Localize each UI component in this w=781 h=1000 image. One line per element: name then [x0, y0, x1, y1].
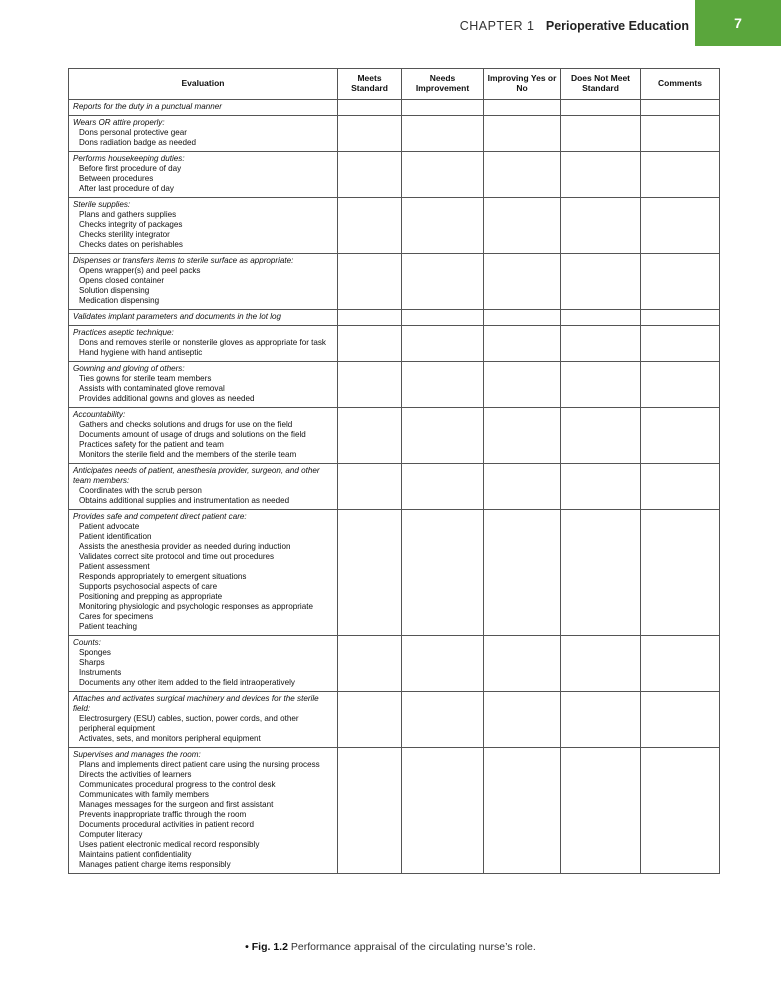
criterion-category: Validates implant parameters and documents in the lot log: [73, 312, 282, 321]
criterion-item: Opens closed container: [79, 276, 165, 285]
improving-cell[interactable]: [484, 326, 561, 362]
comments-cell[interactable]: [641, 254, 720, 310]
needs-improvement-cell[interactable]: [402, 310, 484, 326]
comments-cell[interactable]: [641, 510, 720, 636]
criterion-item: Documents amount of usage of drugs and solutions on the field: [79, 430, 306, 439]
comments-cell[interactable]: [641, 310, 720, 326]
does-not-meet-standard-cell[interactable]: [561, 152, 641, 198]
comments-cell[interactable]: [641, 636, 720, 692]
column-header-evaluation: Evaluation: [69, 69, 338, 100]
comments-cell[interactable]: [641, 116, 720, 152]
criterion-category: Accountability:: [73, 410, 126, 419]
column-header-improving: Improving Yes or No: [484, 69, 561, 100]
criterion-category: Counts:: [73, 638, 101, 647]
comments-cell[interactable]: [641, 100, 720, 116]
criterion-item: Sponges: [79, 648, 111, 657]
improving-cell[interactable]: [484, 408, 561, 464]
criterion-cell: [69, 254, 338, 310]
column-header-comments: Comments: [641, 69, 720, 100]
criterion-item: Assists with contaminated glove removal: [79, 384, 225, 393]
criterion-item: Validates correct site protocol and time out procedures: [79, 552, 275, 561]
improving-cell[interactable]: [484, 116, 561, 152]
needs-improvement-cell[interactable]: [402, 748, 484, 874]
criterion-category: Wears OR attire properly:: [73, 118, 165, 127]
criterion-item: Documents procedural activities in patient record: [79, 820, 254, 829]
criterion-item: Responds appropriately to emergent situations: [79, 572, 247, 581]
improving-cell[interactable]: [484, 510, 561, 636]
improving-cell[interactable]: [484, 636, 561, 692]
criterion-item: Checks dates on perishables: [79, 240, 183, 249]
does-not-meet-standard-cell[interactable]: [561, 408, 641, 464]
table-row: [69, 198, 720, 254]
criterion-item: Coordinates with the scrub person: [79, 486, 202, 495]
criterion-item: Hand hygiene with hand antiseptic: [79, 348, 203, 357]
criterion-item: Manages messages for the surgeon and first assistant: [79, 800, 274, 809]
criterion-item: Instruments: [79, 668, 122, 677]
needs-improvement-cell[interactable]: [402, 116, 484, 152]
needs-improvement-cell[interactable]: [402, 198, 484, 254]
criterion-item: Sharps: [79, 658, 105, 667]
criterion-item: Patient identification: [79, 532, 152, 541]
criterion-item: Positioning and prepping as appropriate: [79, 592, 223, 601]
comments-cell[interactable]: [641, 692, 720, 748]
comments-cell[interactable]: [641, 152, 720, 198]
criterion-item: Communicates procedural progress to the control desk: [79, 780, 276, 789]
criterion-item: Checks sterility integrator: [79, 230, 170, 239]
criterion-item: Prevents inappropriate traffic through the room: [79, 810, 247, 819]
criterion-item: Plans and gathers supplies: [79, 210, 177, 219]
criterion-item: Patient advocate: [79, 522, 140, 531]
figure-caption-text: Performance appraisal of the circulating nurse’s role.: [290, 941, 536, 953]
does-not-meet-standard-cell[interactable]: [561, 636, 641, 692]
criterion-item: Manages patient charge items responsibly: [79, 860, 231, 869]
table-row: [69, 408, 720, 464]
comments-cell[interactable]: [641, 198, 720, 254]
improving-cell[interactable]: [484, 310, 561, 326]
comments-cell[interactable]: [641, 326, 720, 362]
meets-standard-cell[interactable]: [338, 100, 402, 116]
meets-standard-cell[interactable]: [338, 116, 402, 152]
improving-cell[interactable]: [484, 100, 561, 116]
criterion-item: Patient assessment: [79, 562, 150, 571]
criterion-cell: [69, 326, 338, 362]
chapter-title: Perioperative Education: [545, 19, 689, 33]
running-head: [460, 19, 689, 33]
needs-improvement-cell[interactable]: [402, 408, 484, 464]
criterion-item: Dons radiation badge as needed: [79, 138, 196, 147]
criterion-item: Cares for specimens: [79, 612, 154, 621]
criterion-cell: [69, 100, 338, 116]
criterion-cell: [69, 362, 338, 408]
criterion-cell: [69, 408, 338, 464]
table-row: [69, 748, 720, 874]
table-row: [69, 636, 720, 692]
criterion-item: Monitors the sterile field and the members of the sterile team: [79, 450, 297, 459]
does-not-meet-standard-cell[interactable]: [561, 362, 641, 408]
comments-cell[interactable]: [641, 748, 720, 874]
criterion-item: Dons personal protective gear: [79, 128, 187, 137]
page-number: 7: [695, 0, 781, 46]
criterion-cell: [69, 152, 338, 198]
comments-cell[interactable]: [641, 408, 720, 464]
comments-cell[interactable]: [641, 362, 720, 408]
improving-cell[interactable]: [484, 692, 561, 748]
table-row: [69, 254, 720, 310]
does-not-meet-standard-cell[interactable]: [561, 748, 641, 874]
column-header-needs-improvement: Needs Improvement: [402, 69, 484, 100]
criterion-item: Dons and removes sterile or nonsterile gloves as appropriate for task: [79, 338, 326, 347]
criterion-item: Patient teaching: [79, 622, 138, 631]
criterion-category: Sterile supplies:: [73, 200, 131, 209]
does-not-meet-standard-cell[interactable]: [561, 254, 641, 310]
criterion-item: Between procedures: [79, 174, 154, 183]
meets-standard-cell[interactable]: [338, 464, 402, 510]
criterion-item: Plans and implements direct patient care using the nursing process: [79, 760, 320, 769]
improving-cell[interactable]: [484, 748, 561, 874]
table-row: [69, 152, 720, 198]
criterion-cell: [69, 692, 338, 748]
table-row: [69, 116, 720, 152]
improving-cell[interactable]: [484, 362, 561, 408]
needs-improvement-cell[interactable]: [402, 362, 484, 408]
criterion-item: Electrosurgery (ESU) cables, suction, power cords, and other peripheral equipment: [79, 714, 299, 733]
criterion-item: Activates, sets, and monitors peripheral equipment: [79, 734, 261, 743]
criterion-item: Obtains additional supplies and instrumentation as needed: [79, 496, 290, 505]
comments-cell[interactable]: [641, 464, 720, 510]
meets-standard-cell[interactable]: [338, 198, 402, 254]
does-not-meet-standard-cell[interactable]: [561, 100, 641, 116]
column-header-does-not-meet-standard: Does Not Meet Standard: [561, 69, 641, 100]
does-not-meet-standard-cell[interactable]: [561, 464, 641, 510]
criterion-item: Gathers and checks solutions and drugs for use on the field: [79, 420, 293, 429]
needs-improvement-cell[interactable]: [402, 326, 484, 362]
evaluation-table-body: [69, 100, 720, 874]
criterion-cell: [69, 310, 338, 326]
does-not-meet-standard-cell[interactable]: [561, 198, 641, 254]
does-not-meet-standard-cell[interactable]: [561, 326, 641, 362]
criterion-item: Solution dispensing: [79, 286, 150, 295]
criterion-item: Before first procedure of day: [79, 164, 182, 173]
table-row: [69, 100, 720, 116]
meets-standard-cell[interactable]: [338, 692, 402, 748]
criterion-category: Performs housekeeping duties:: [73, 154, 185, 163]
column-header-meets-standard: Meets Standard: [338, 69, 402, 100]
table-row: [69, 310, 720, 326]
improving-cell[interactable]: [484, 464, 561, 510]
improving-cell[interactable]: [484, 152, 561, 198]
criterion-category: Provides safe and competent direct patient care:: [73, 512, 247, 521]
criterion-item: Checks integrity of packages: [79, 220, 183, 229]
needs-improvement-cell[interactable]: [402, 636, 484, 692]
meets-standard-cell[interactable]: [338, 636, 402, 692]
criterion-item: Assists the anesthesia provider as needed during induction: [79, 542, 291, 551]
evaluation-table: [68, 68, 720, 874]
criterion-item: Opens wrapper(s) and peel packs: [79, 266, 201, 275]
chapter-label: CHAPTER 1: [459, 19, 535, 33]
criterion-item: Computer literacy: [79, 830, 143, 839]
meets-standard-cell[interactable]: [338, 408, 402, 464]
does-not-meet-standard-cell[interactable]: [561, 116, 641, 152]
does-not-meet-standard-cell[interactable]: [561, 510, 641, 636]
needs-improvement-cell[interactable]: [402, 464, 484, 510]
needs-improvement-cell[interactable]: [402, 510, 484, 636]
criterion-item: Practices safety for the patient and team: [79, 440, 224, 449]
table-row: [69, 464, 720, 510]
criterion-item: Medication dispensing: [79, 296, 160, 305]
criterion-category: Reports for the duty in a punctual manner: [73, 102, 222, 111]
figure-label: • Fig. 1.2: [245, 941, 288, 953]
figure-caption: [0, 941, 781, 953]
meets-standard-cell[interactable]: [338, 748, 402, 874]
criterion-item: Ties gowns for sterile team members: [79, 374, 212, 383]
meets-standard-cell[interactable]: [338, 310, 402, 326]
table-row: [69, 510, 720, 636]
criterion-item: Documents any other item added to the field intraoperatively: [79, 678, 295, 687]
criterion-cell: [69, 748, 338, 874]
table-row: [69, 692, 720, 748]
meets-standard-cell[interactable]: [338, 362, 402, 408]
criterion-cell: [69, 198, 338, 254]
improving-cell[interactable]: [484, 198, 561, 254]
needs-improvement-cell[interactable]: [402, 152, 484, 198]
criterion-item: Uses patient electronic medical record responsibly: [79, 840, 260, 849]
meets-standard-cell[interactable]: [338, 152, 402, 198]
table-row: [69, 326, 720, 362]
criterion-item: Provides additional gowns and gloves as needed: [79, 394, 255, 403]
table-header-row: [69, 69, 720, 100]
criterion-category: Practices aseptic technique:: [73, 328, 174, 337]
criterion-category: Dispenses or transfers items to sterile surface as appropriate:: [73, 256, 294, 265]
improving-cell[interactable]: [484, 254, 561, 310]
does-not-meet-standard-cell[interactable]: [561, 692, 641, 748]
criterion-cell: [69, 116, 338, 152]
criterion-item: Directs the activities of learners: [79, 770, 192, 779]
criterion-item: Supports psychosocial aspects of care: [79, 582, 218, 591]
criterion-item: Communicates with family members: [79, 790, 209, 799]
needs-improvement-cell[interactable]: [402, 100, 484, 116]
does-not-meet-standard-cell[interactable]: [561, 310, 641, 326]
criterion-cell: [69, 510, 338, 636]
criterion-category: Gowning and gloving of others:: [73, 364, 185, 373]
criterion-item: Maintains patient confidentiality: [79, 850, 192, 859]
criterion-cell: [69, 636, 338, 692]
meets-standard-cell[interactable]: [338, 326, 402, 362]
criterion-cell: [69, 464, 338, 510]
criterion-category: Attaches and activates surgical machinery and devices for the sterile field:: [73, 694, 319, 713]
criterion-item: Monitoring physiologic and psychologic responses as appropriate: [79, 602, 313, 611]
needs-improvement-cell[interactable]: [402, 692, 484, 748]
meets-standard-cell[interactable]: [338, 510, 402, 636]
criterion-category: Supervises and manages the room:: [73, 750, 201, 759]
meets-standard-cell[interactable]: [338, 254, 402, 310]
needs-improvement-cell[interactable]: [402, 254, 484, 310]
criterion-item: After last procedure of day: [79, 184, 174, 193]
page-header: [0, 0, 781, 46]
criterion-category: Anticipates needs of patient, anesthesia provider, surgeon, and other team members:: [73, 466, 320, 485]
table-row: [69, 362, 720, 408]
